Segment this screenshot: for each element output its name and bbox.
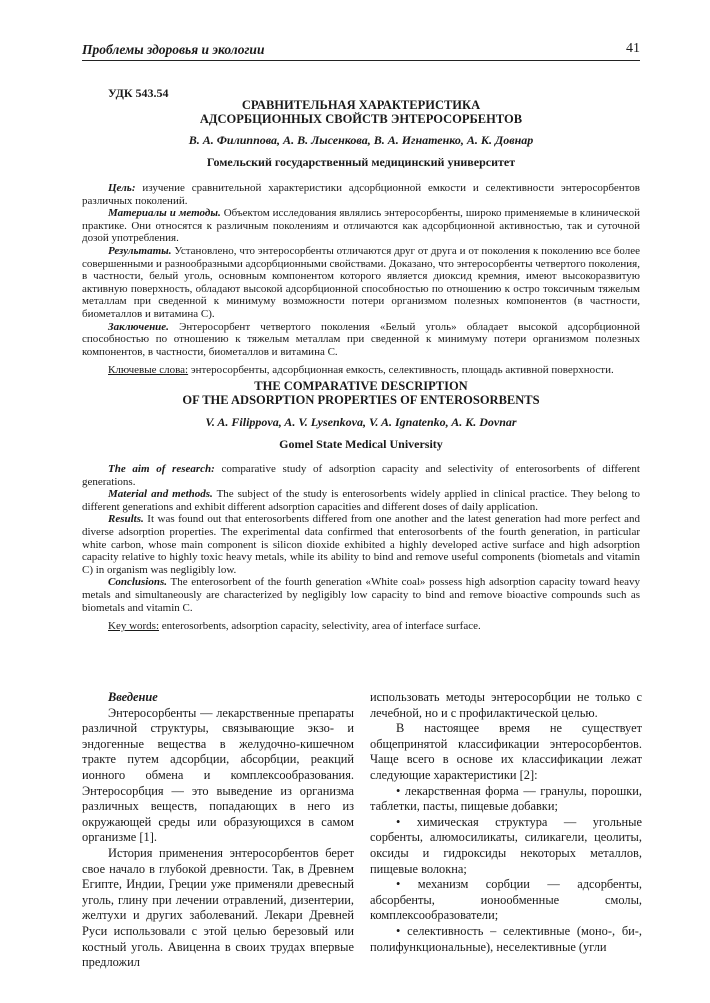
intro-bullet-3: • механизм сорбции — адсорбенты, абсорбенты, ионообменные смолы, комплексообразователи; xyxy=(370,877,642,923)
en-keywords-label: Key words: xyxy=(108,620,160,633)
en-conclusion-label: Conclusions. xyxy=(108,576,167,589)
en-keywords-text: enterosorbents, adsorption capacity, selectivity, area of interface surface. xyxy=(159,620,481,633)
en-title-line2: OF THE ADSORPTION PROPERTIES OF ENTEROSORBENTS xyxy=(182,393,540,407)
page-header xyxy=(82,38,640,61)
intro-bullet-1: • лекарственная форма — гранулы, порошки, таблетки, пасты, пищевые добавки; xyxy=(370,783,642,814)
en-results xyxy=(82,513,640,576)
ru-methods-text: Объектом исследования являлись энтеросорбенты, широко применяемые в клинической практике. Они относятся к различным поколениям и отличаются как адсорбционной активностью, так и суточной дозой употребления. xyxy=(82,207,640,245)
body-left-column xyxy=(82,690,354,971)
en-conclusion xyxy=(82,576,640,614)
intro-bullet-2: • химическая структура — угольные сорбенты, алюмосиликаты, силикагели, цеолиты, оксиды и гидроксиды некоторых металлов, пищевые волокна; xyxy=(370,814,642,876)
en-results-text: It was found out that enterosorbents differed from one another and the latest generation had more perfect and diverse adsorption properties. The experimental data confirmed that enterosorbents of the fourth generation, in particular white carbon, whose main component is silicon dioxide exhibited a highly developed active surface and high adsorption capacity relative to highly toxic heavy metals, while its ability to bind and remove useful components (biometals and vitamin C) in organism was negligibly low. xyxy=(82,513,640,576)
ru-results-label: Результаты. xyxy=(108,244,172,257)
en-methods-text: The subject of the study is enterosorbents widely applied in clinical practice. They belong to different generations and exhibit different adsorption capacities and different doses of daily application. xyxy=(82,488,640,513)
en-results-label: Results. xyxy=(108,513,144,526)
ru-authors: В. А. Филиппова, А. В. Лысенкова, В. А. Игнатенко, А. К. Довнар xyxy=(188,133,534,147)
ru-methods-label: Материалы и методы. xyxy=(108,207,221,220)
ru-aim-label: Цель: xyxy=(108,182,136,194)
ru-results xyxy=(82,245,640,321)
en-methods-label: Material and methods. xyxy=(108,488,213,501)
page-number: 41 xyxy=(626,41,640,56)
ru-aim-text: изучение сравнительной характеристики адсорбционной емкости и селективности энтеросорбентов различных поколений. xyxy=(82,182,640,207)
ru-abstract xyxy=(82,182,640,377)
en-methods xyxy=(82,488,640,513)
ru-title-block xyxy=(82,98,640,126)
ru-keywords-label: Ключевые слова: xyxy=(108,364,189,377)
ru-keywords xyxy=(82,364,640,377)
en-abstract xyxy=(82,463,640,633)
en-keywords xyxy=(82,620,640,633)
en-authors: V. A. Filippova, A. V. Lysenkova, V. A. Ignatenko, A. K. Dovnar xyxy=(205,415,517,429)
en-aim-text: comparative study of adsorption capacity and selectivity of enterosorbents of different generations. xyxy=(82,463,640,488)
ru-organization: Гомельский государственный медицинский университет xyxy=(206,155,516,169)
ru-results-text: Установлено, что энтеросорбенты отличаются друг от друга и от поколения к поколению все более совершенными и разнообразными адсорбционными свойствами. Доказано, что энтеросорбенты четвертого поколения, в частности, белый уголь, основным компонентом которого является диоксид кремния, имеют высокоразвитую активную поверхность, обладают высокой адсорбционной способностью по отношению к остро токсичным тяжелым металлам при сведенной к минимуму возможности потери организмом полезных компонентов (в частности, биометаллов и витамина С). xyxy=(82,244,640,320)
intro-right-paragraph-1: использовать методы энтеросорбции не только с лечебной, но и с профилактической целью. xyxy=(370,690,642,720)
en-aim xyxy=(82,463,640,488)
en-conclusion-text: The enterosorbent of the fourth generation «White coal» possess high adsorption capacity toward heavy metals and simultaneously are characterized by negligibly low capacity to bind and remove bioactive compounds such as biometals and vitamin C. xyxy=(82,576,640,614)
ru-methods xyxy=(82,207,640,245)
en-organization: Gomel State Medical University xyxy=(279,437,443,451)
udc-code: УДК 543.54 xyxy=(108,86,169,100)
ru-conclusion-label: Заключение. xyxy=(108,320,169,333)
intro-right-paragraph-2: В настоящее время не существует общепринятой классификации энтеросорбентов. Чаще всего в основе их классификации лежат следующие характеристики [2]: xyxy=(370,721,642,782)
ru-title-line2: АДСОРБЦИОННЫХ СВОЙСТВ ЭНТЕРОСОРБЕНТОВ xyxy=(199,112,523,126)
en-title-line1: THE COMPARATIVE DESCRIPTION xyxy=(254,379,468,393)
ru-aim xyxy=(82,182,640,207)
en-title-block xyxy=(82,379,640,407)
intro-heading: Введение xyxy=(108,690,158,704)
ru-title-line1: СРАВНИТЕЛЬНАЯ ХАРАКТЕРИСТИКА xyxy=(241,98,481,112)
body-right-column xyxy=(370,690,642,955)
ru-keywords-text: энтеросорбенты, адсорбционная емкость, селективность, площадь активной поверхности. xyxy=(188,364,614,377)
ru-conclusion-text: Энтеросорбент четвертого поколения «Белый уголь» обладает высокой адсорбционной способностью по отношению к тяжелым металлам при сведенной к минимуму потери организмом полезных компонентов, в частности, биометаллов и витамина С. xyxy=(82,320,640,358)
intro-left-paragraph-2: История применения энтеросорбентов берет свое начало в глубокой древности. Так, в Древнем Египте, Индии, Греции уже применяли древесный уголь, глину при лечении отравлений, дизентерии, желтухи и других заболеваний. Лекари Древней Руси использовали с этой целью березовый или костный уголь. Авиценна в своих трудах впервые предложил xyxy=(82,845,354,970)
intro-left-paragraph-1: Энтеросорбенты — лекарственные препараты различной структуры, связывающие экзо- и эндогенные вещества в желудочно-кишечном тракте путем адсорбции, абсорбции, реакций ионного обмена и комплексообразования. Энтеросорбция — это выведение из организма различных веществ, попадающих в него из окружающей среды или образующихся в самом организме [1]. xyxy=(82,705,354,845)
journal-title: Проблемы здоровья и экологии xyxy=(82,42,265,57)
en-aim-label: The aim of research: xyxy=(108,463,215,475)
ru-conclusion xyxy=(82,321,640,359)
intro-bullet-4: • селективность – селективные (моно-, би-, полифункциональные), неселективные (угли xyxy=(370,923,642,954)
